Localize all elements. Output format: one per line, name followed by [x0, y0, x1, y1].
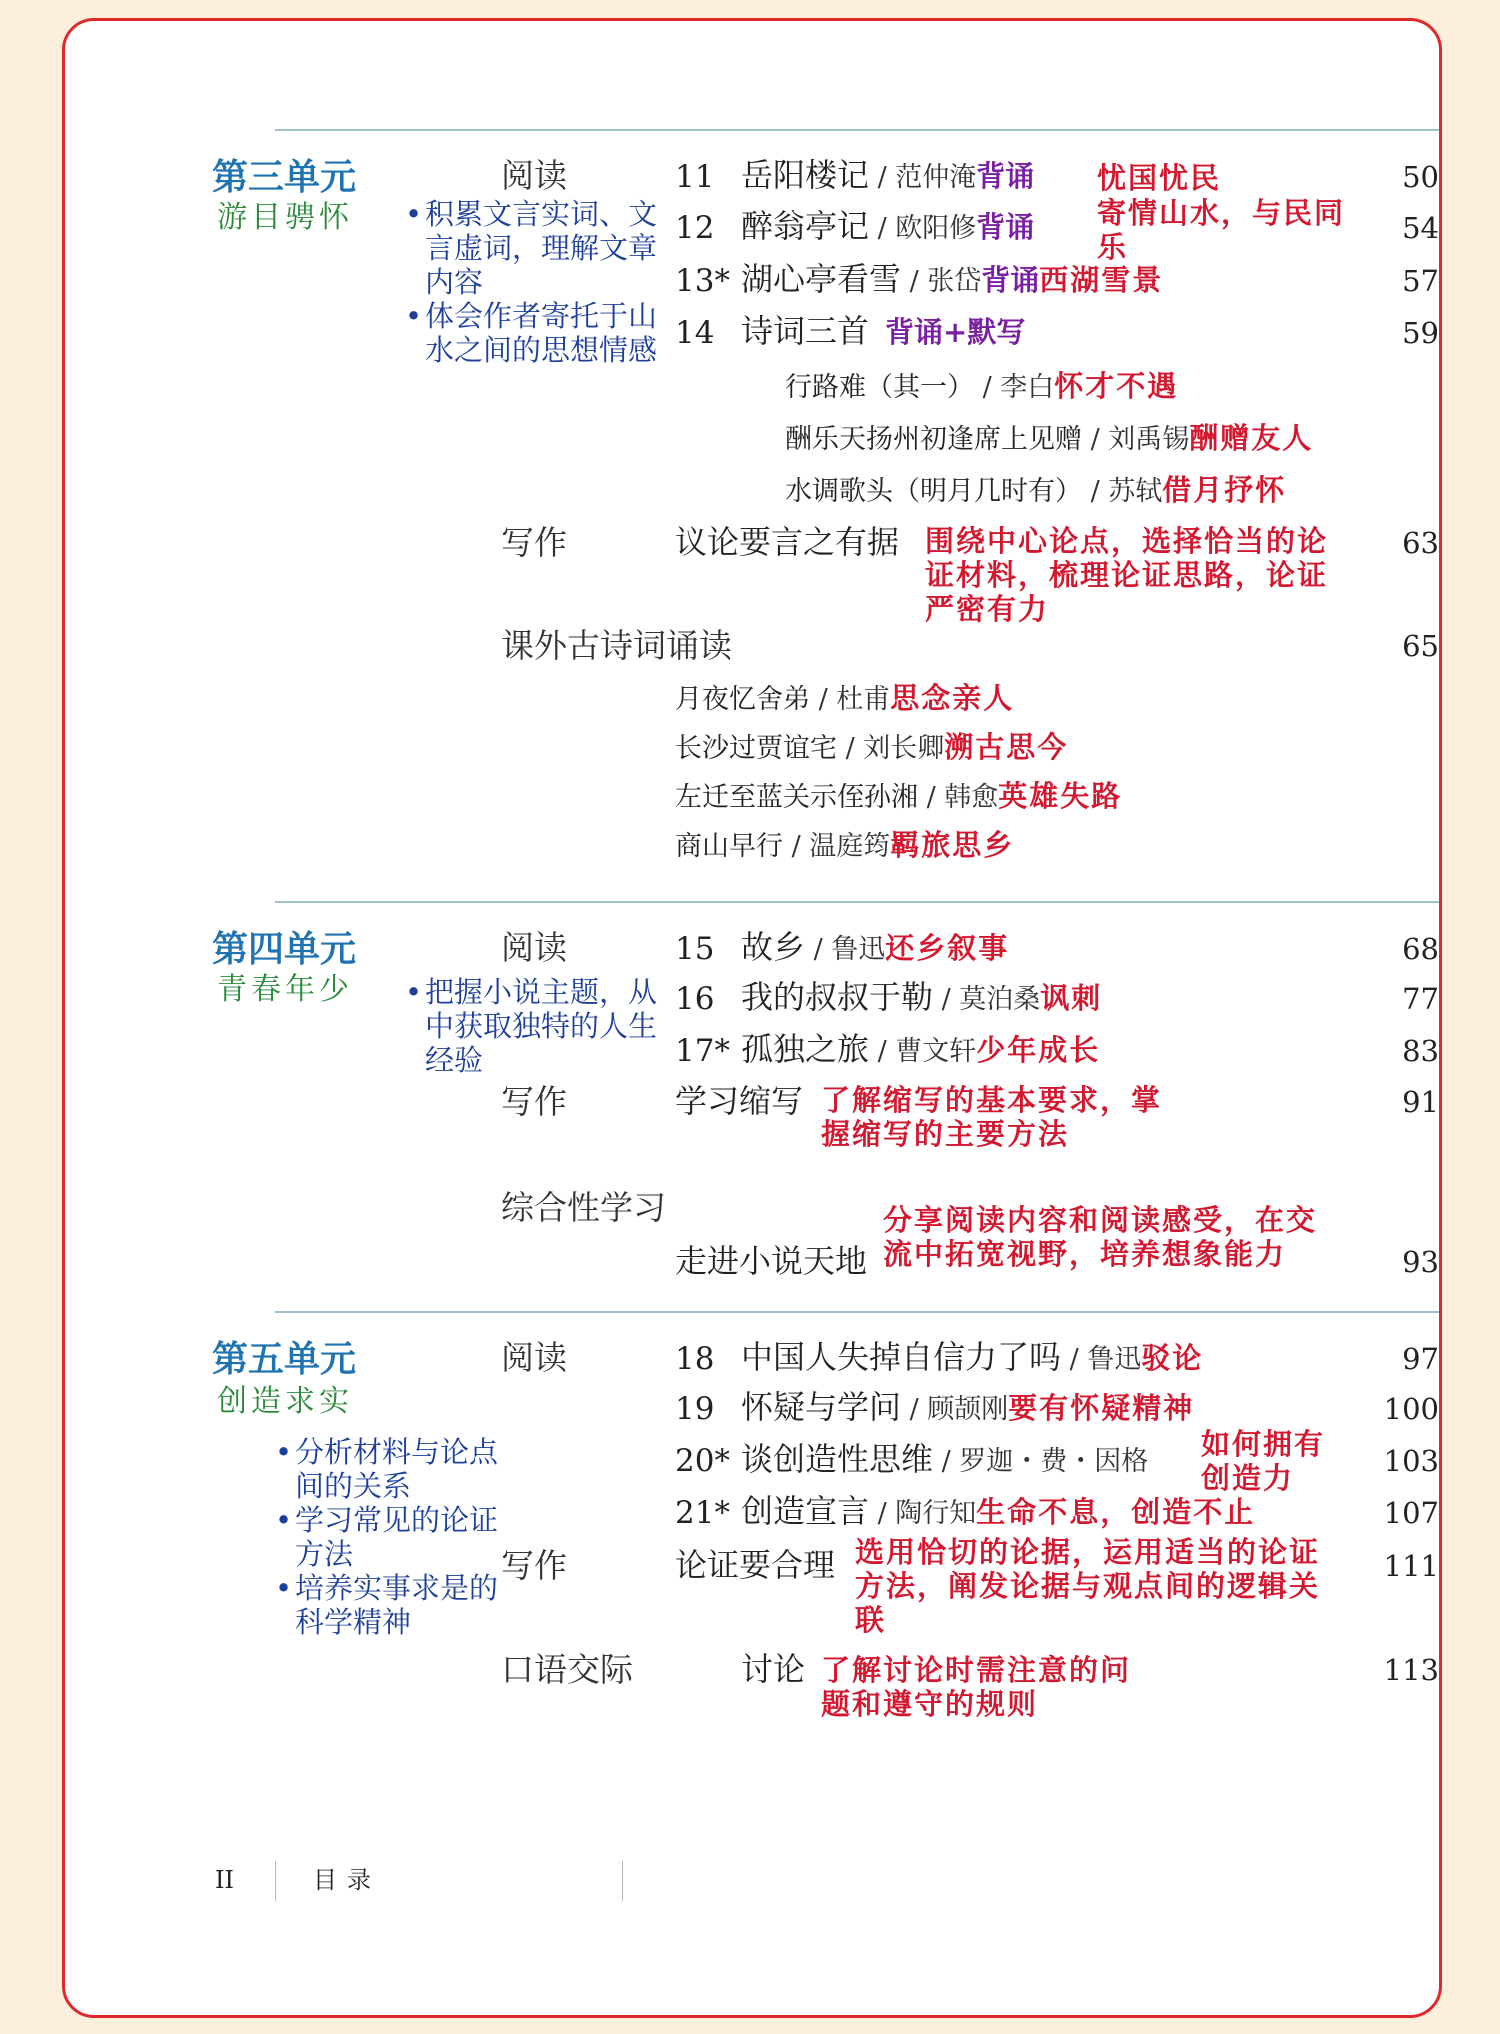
- page-number: 54: [1402, 211, 1439, 245]
- handwritten-note: 围绕中心论点，选择恰当的论证材料，梳理论证思路，论证严密有力: [925, 524, 1329, 626]
- handwritten-note: 忧国忧民: [1097, 161, 1222, 195]
- toc-entry[interactable]: 我的叔叔于勒 / 莫泊桑讽刺: [741, 978, 1103, 1016]
- toc-entry[interactable]: 怀疑与学问 / 顾颉刚要有怀疑精神: [741, 1388, 1195, 1426]
- page-number: 107: [1383, 1496, 1439, 1530]
- lesson-author: 曹文轩: [895, 1036, 977, 1067]
- unit-goals: • 把握小说主题，从中获取独特的人生经验: [405, 975, 685, 1077]
- lesson-title[interactable]: 创造宣言: [741, 1492, 870, 1530]
- section-writing: 写作: [501, 1546, 567, 1585]
- section-reading: 阅读: [501, 156, 567, 195]
- goal-item: 学习常见的论证方法: [295, 1503, 499, 1571]
- poem-author: 韩愈: [944, 782, 999, 813]
- writing-title[interactable]: 学习缩写: [675, 1082, 804, 1120]
- lesson-number: 17*: [675, 1033, 730, 1069]
- handwritten-note: 英雄失路: [998, 779, 1123, 813]
- poem-author: 刘长卿: [863, 733, 945, 764]
- section-writing: 写作: [501, 523, 567, 562]
- lesson-author: 莫泊桑: [959, 984, 1041, 1015]
- poem-title[interactable]: 酬乐天扬州初逢席上见赠: [785, 424, 1082, 455]
- writing-title[interactable]: 议论要言之有据: [675, 523, 900, 561]
- section-reading: 阅读: [501, 1338, 567, 1377]
- footer-page-number: II: [215, 1866, 234, 1894]
- goal-item: 体会作者寄托于山水之间的思想情感: [425, 299, 658, 367]
- footer-divider: [622, 1861, 623, 1901]
- lesson-number: 20*: [675, 1443, 730, 1479]
- lesson-title[interactable]: 诗词三首: [741, 312, 870, 350]
- lesson-author: 鲁迅: [1087, 1344, 1142, 1375]
- toc-entry[interactable]: 故乡 / 鲁迅还乡叙事: [741, 928, 1010, 966]
- lesson-number: 12: [675, 210, 715, 246]
- lesson-number: 13*: [675, 263, 730, 299]
- unit-theme: 游目骋怀: [217, 200, 353, 235]
- page-number: 113: [1383, 1653, 1439, 1687]
- lesson-number: 15: [675, 931, 715, 967]
- lesson-number: 21*: [675, 1495, 730, 1531]
- poem-entry[interactable]: 商山早行 / 温庭筠羁旅思乡: [675, 828, 1015, 862]
- lesson-title[interactable]: 我的叔叔于勒: [741, 978, 934, 1016]
- poem-entry[interactable]: 左迁至蓝关示侄孙湘 / 韩愈英雄失路: [675, 779, 1123, 813]
- poem-entry[interactable]: 水调歌头（明月几时有） / 苏轼借月抒怀: [785, 473, 1287, 507]
- poem-title[interactable]: 水调歌头（明月几时有）: [785, 476, 1082, 507]
- handwritten-note: 还乡叙事: [885, 931, 1010, 965]
- handwritten-note: 了解缩写的基本要求，掌握缩写的主要方法: [821, 1083, 1163, 1151]
- toc-entry[interactable]: 创造宣言 / 陶行知生命不息，创造不止: [741, 1492, 1256, 1530]
- poem-entry[interactable]: 月夜忆舍弟 / 杜甫思念亲人: [675, 681, 1015, 715]
- toc-entry[interactable]: 岳阳楼记 / 范仲淹背诵: [741, 156, 1035, 194]
- toc-entry[interactable]: 中国人失掉自信力了吗 / 鲁迅驳论: [741, 1338, 1204, 1376]
- page-number: 91: [1402, 1085, 1439, 1119]
- toc-entry[interactable]: [741, 313, 1025, 350]
- writing-title[interactable]: 论证要合理: [675, 1546, 836, 1584]
- lesson-number: 18: [675, 1341, 715, 1377]
- handwritten-note: 驳论: [1141, 1341, 1204, 1375]
- poem-title[interactable]: 商山早行: [675, 831, 783, 862]
- poem-author: 李白: [1000, 372, 1055, 403]
- poem-author: 温庭筠: [809, 831, 891, 862]
- unit-goals: • 分析材料与论点间的关系 • 学习常见的论证方法 • 培养实事求是的科学精神: [275, 1435, 505, 1639]
- lesson-number: 14: [675, 315, 715, 351]
- poem-title[interactable]: 长沙过贾谊宅: [675, 733, 837, 764]
- section-comprehensive: 综合性学习: [501, 1188, 666, 1227]
- section-extra-reading[interactable]: 课外古诗词诵读: [501, 626, 732, 665]
- handwritten-note: 溯古思今: [944, 730, 1069, 764]
- lesson-title[interactable]: 怀疑与学问: [741, 1388, 902, 1426]
- page-number: 83: [1402, 1034, 1439, 1068]
- page-number: 97: [1402, 1342, 1439, 1376]
- comprehensive-title[interactable]: 走进小说天地: [675, 1242, 868, 1280]
- section-writing: 写作: [501, 1082, 567, 1121]
- goal-item: 培养实事求是的科学精神: [295, 1571, 499, 1639]
- lesson-author: 范仲淹: [895, 162, 977, 193]
- page-number: 100: [1383, 1392, 1439, 1426]
- handwritten-note: 思念亲人: [890, 681, 1015, 715]
- lesson-title[interactable]: 醉翁亭记: [741, 207, 870, 245]
- toc-entry[interactable]: 谈创造性思维 / 罗迦・费・因格: [741, 1440, 1149, 1478]
- unit-title[interactable]: 第三单元: [212, 156, 357, 198]
- goal-item: 积累文言实词、文言虚词，理解文章内容: [425, 197, 658, 299]
- toc-page: [62, 18, 1442, 2018]
- footer-label: 目录: [313, 1866, 381, 1894]
- poem-title[interactable]: 左迁至蓝关示侄孙湘: [675, 782, 918, 813]
- poem-entry[interactable]: 长沙过贾谊宅 / 刘长卿溯古思今: [675, 730, 1069, 764]
- page-number: 65: [1402, 629, 1439, 663]
- lesson-tag: 背诵: [976, 159, 1035, 193]
- poem-title[interactable]: 行路难（其一）: [785, 372, 974, 403]
- toc-entry[interactable]: 孤独之旅 / 曹文轩少年成长: [741, 1030, 1101, 1068]
- poem-title[interactable]: 月夜忆舍弟: [675, 684, 810, 715]
- lesson-title[interactable]: 湖心亭看雪: [741, 260, 902, 298]
- poem-author: 刘禹锡: [1108, 424, 1190, 455]
- lesson-title[interactable]: 孤独之旅: [741, 1030, 870, 1068]
- handwritten-note: 寄情山水，与民同乐: [1097, 196, 1346, 264]
- lesson-title[interactable]: 中国人失掉自信力了吗: [741, 1338, 1062, 1376]
- unit-theme: 青春年少: [217, 972, 353, 1007]
- unit-title[interactable]: 第五单元: [212, 1338, 357, 1380]
- lesson-number: 19: [675, 1391, 715, 1427]
- handwritten-note: 酬赠友人: [1189, 421, 1314, 455]
- poem-author: 杜甫: [836, 684, 891, 715]
- lesson-tag: 背诵: [981, 263, 1040, 297]
- poem-author: 苏轼: [1108, 476, 1163, 507]
- section-reading: 阅读: [501, 928, 567, 967]
- lesson-number: 16: [675, 981, 715, 1017]
- footer-divider: [275, 1861, 276, 1901]
- divider: [275, 1311, 1439, 1313]
- handwritten-note: 怀才不遇: [1054, 369, 1179, 403]
- divider: [275, 901, 1439, 903]
- toc-entry[interactable]: 湖心亭看雪 / 张岱背诵西湖雪景: [741, 260, 1164, 298]
- goal-item: 把握小说主题，从中获取独特的人生经验: [425, 975, 658, 1077]
- lesson-author: 张岱: [927, 266, 982, 297]
- lesson-tag: 背诵: [976, 210, 1035, 244]
- lesson-author: 欧阳修: [895, 213, 977, 244]
- lesson-author: 罗迦・费・因格: [959, 1446, 1149, 1477]
- toc-entry[interactable]: 醉翁亭记 / 欧阳修背诵: [741, 207, 1035, 245]
- page-number: 68: [1402, 932, 1439, 966]
- page-number: 63: [1402, 526, 1439, 560]
- section-oral: 口语交际: [501, 1650, 633, 1689]
- page-number: 103: [1383, 1444, 1439, 1478]
- lesson-tag: 背诵+默写: [885, 315, 1026, 349]
- handwritten-note: 讽刺: [1040, 981, 1103, 1015]
- page-number: 77: [1402, 982, 1439, 1016]
- lesson-author: 顾颉刚: [927, 1394, 1009, 1425]
- page-number: 57: [1402, 264, 1439, 298]
- handwritten-note: 分享阅读内容和阅读感受，在交流中拓宽视野，培养想象能力: [883, 1203, 1318, 1271]
- handwritten-note: 要有怀疑精神: [1008, 1391, 1195, 1425]
- unit-title[interactable]: 第四单元: [212, 928, 357, 970]
- lesson-number: 11: [675, 159, 715, 195]
- divider: [275, 129, 1439, 131]
- page-number: 59: [1402, 316, 1439, 350]
- page-number: 50: [1402, 160, 1439, 194]
- handwritten-note: 选用恰切的论据，运用适当的论证方法，阐发论据与观点间的逻辑关联: [855, 1535, 1321, 1637]
- handwritten-note: 羁旅思乡: [890, 828, 1015, 862]
- poem-entry[interactable]: 酬乐天扬州初逢席上见赠 / 刘禹锡酬赠友人: [785, 421, 1314, 455]
- lesson-title[interactable]: 岳阳楼记: [741, 156, 870, 194]
- oral-title[interactable]: 讨论: [741, 1650, 806, 1688]
- handwritten-note: 生命不息，创造不止: [976, 1495, 1256, 1529]
- handwritten-note: 借月抒怀: [1162, 473, 1287, 507]
- poem-entry[interactable]: 行路难（其一） / 李白怀才不遇: [785, 369, 1179, 403]
- handwritten-note: 西湖雪景: [1039, 263, 1164, 297]
- unit-goals: • 积累文言实词、文言虚词，理解文章内容 • 体会作者寄托于山水之间的思想情感: [405, 197, 665, 367]
- lesson-author: 陶行知: [895, 1498, 977, 1529]
- unit-theme: 创造求实: [217, 1384, 353, 1419]
- handwritten-note: 如何拥有创造力: [1201, 1427, 1326, 1495]
- page-number: 111: [1383, 1549, 1439, 1583]
- lesson-title[interactable]: 谈创造性思维: [741, 1440, 934, 1478]
- lesson-author: 鲁迅: [831, 934, 886, 965]
- page-number: 93: [1402, 1245, 1439, 1279]
- lesson-title[interactable]: 故乡: [741, 928, 806, 966]
- handwritten-note: 少年成长: [976, 1033, 1101, 1067]
- handwritten-note: 了解讨论时需注意的问题和遵守的规则: [821, 1653, 1132, 1721]
- goal-item: 分析材料与论点间的关系: [295, 1435, 499, 1503]
